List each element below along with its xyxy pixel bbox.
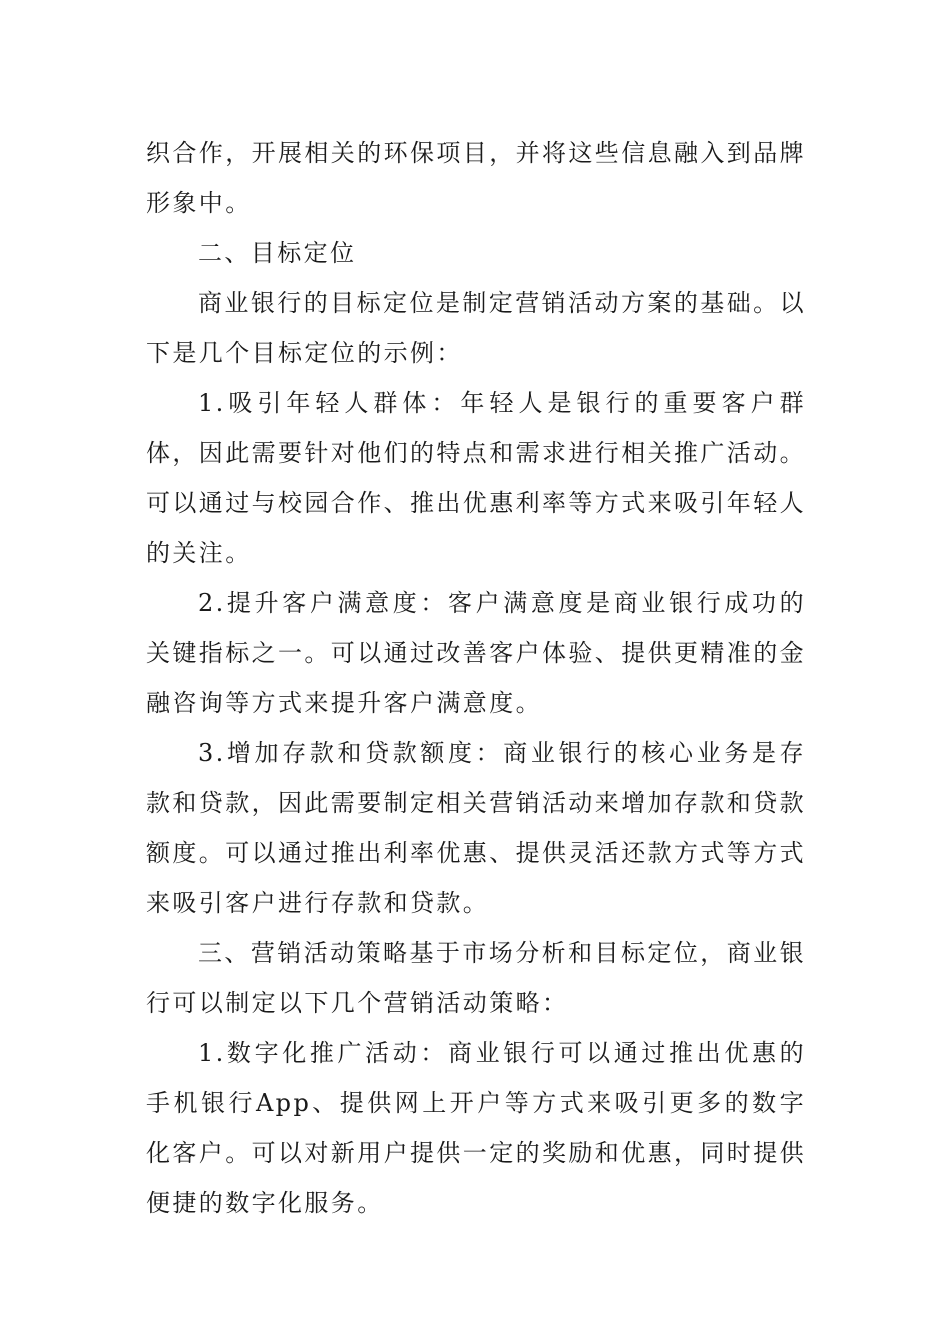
paragraph-item-young-customers: 1.吸引年轻人群体：年轻人是银行的重要客户群体，因此需要针对他们的特点和需求进行相关推广活动。可以通过与校园合作、推出优惠利率等方式来吸引年轻人的关注。 — [146, 389, 806, 567]
paragraph-intro: 商业银行的目标定位是制定营销活动方案的基础。以下是几个目标定位的示例： — [146, 289, 806, 367]
section-heading-marketing-strategy: 三、营销活动策略基于市场分析和目标定位，商业银行可以制定以下几个营销活动策略： — [146, 939, 806, 1017]
document-body — [146, 128, 806, 1228]
paragraph-item-digital-promotion: 1.数字化推广活动：商业银行可以通过推出优惠的手机银行App、提供网上开户等方式来吸引更多的数字化客户。可以对新用户提供一定的奖励和优惠，同时提供便捷的数字化服务。 — [146, 1039, 806, 1217]
paragraph-item-deposits-loans: 3.增加存款和贷款额度：商业银行的核心业务是存款和贷款，因此需要制定相关营销活动来增加存款和贷款额度。可以通过推出利率优惠、提供灵活还款方式等方式来吸引客户进行存款和贷款。 — [146, 739, 806, 917]
paragraph-item-satisfaction: 2.提升客户满意度：客户满意度是商业银行成功的关键指标之一。可以通过改善客户体验、提供更精准的金融咨询等方式来提升客户满意度。 — [146, 589, 806, 717]
paragraph-continuation: 织合作，开展相关的环保项目，并将这些信息融入到品牌形象中。 — [146, 139, 806, 217]
section-heading-target-positioning: 二、目标定位 — [198, 239, 357, 267]
